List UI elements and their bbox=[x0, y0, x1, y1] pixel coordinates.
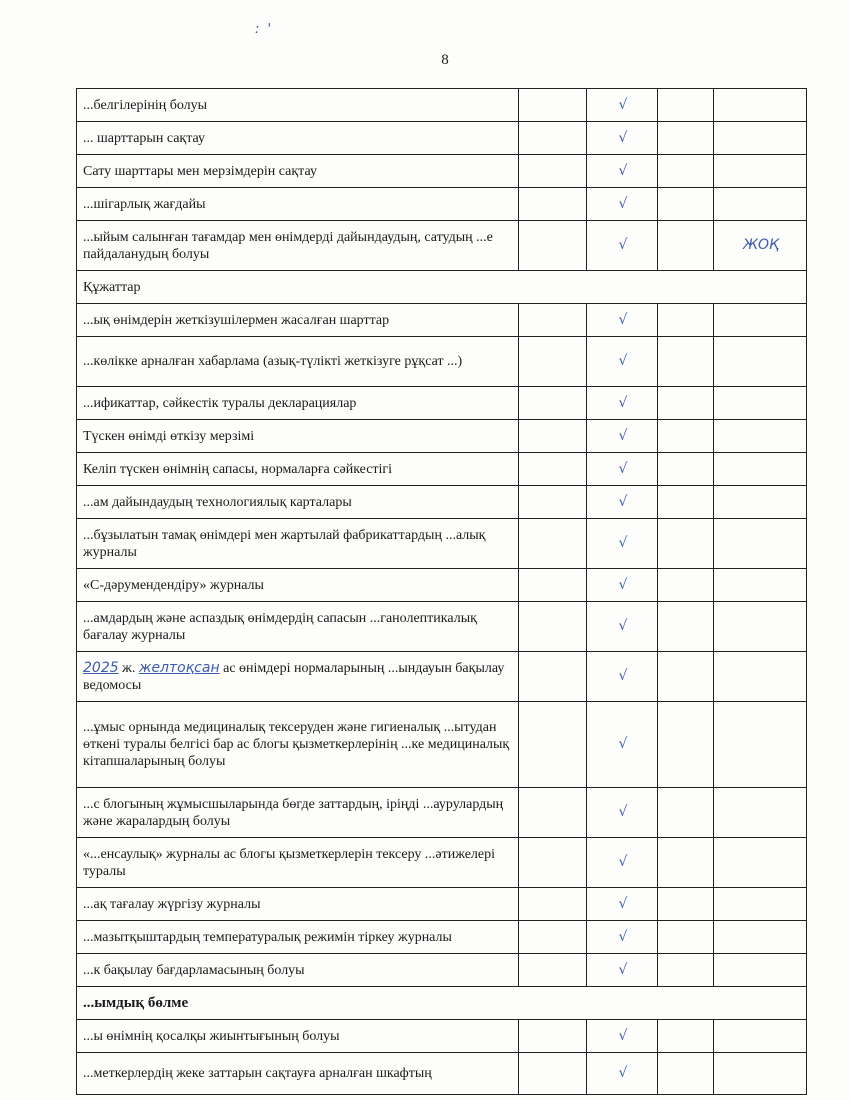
na-cell bbox=[658, 1020, 714, 1053]
check-mark: √ bbox=[587, 155, 658, 188]
note-cell bbox=[714, 89, 807, 122]
note-cell bbox=[714, 304, 807, 337]
na-cell bbox=[658, 155, 714, 188]
table-row bbox=[77, 954, 807, 987]
note-cell bbox=[714, 420, 807, 453]
table-row bbox=[77, 569, 807, 602]
note-cell bbox=[714, 188, 807, 221]
note-cell bbox=[714, 921, 807, 954]
section-heading: ...ымдық бөлме bbox=[77, 987, 807, 1020]
table-row bbox=[77, 652, 807, 702]
yes-cell bbox=[519, 569, 587, 602]
yes-cell bbox=[519, 652, 587, 702]
yes-cell bbox=[519, 702, 587, 788]
requirement-text: «...енсаулық» журналы ас блогы қызметкерлерін тексеру ...әтижелері туралы bbox=[77, 838, 519, 888]
table-row bbox=[77, 122, 807, 155]
check-mark: √ bbox=[587, 1020, 658, 1053]
na-cell bbox=[658, 888, 714, 921]
na-cell bbox=[658, 486, 714, 519]
yes-cell bbox=[519, 486, 587, 519]
table-row bbox=[77, 888, 807, 921]
requirement-text: ...с блогының жұмысшыларында бөгде заттардың, іріңді ...аурулардың және жаралардың болуы bbox=[77, 788, 519, 838]
note-cell bbox=[714, 788, 807, 838]
note-cell bbox=[714, 453, 807, 486]
page-number: 8 bbox=[441, 52, 449, 68]
na-cell bbox=[658, 304, 714, 337]
handwritten-year: 2025 bbox=[83, 659, 119, 676]
yes-cell bbox=[519, 304, 587, 337]
requirement-text: ...ам дайындаудың технологиялық карталары bbox=[77, 486, 519, 519]
table-row bbox=[77, 486, 807, 519]
check-mark: √ bbox=[587, 888, 658, 921]
na-cell bbox=[658, 188, 714, 221]
requirement-text: Сату шарттары мен мерзімдерін сақтау bbox=[77, 155, 519, 188]
section-row bbox=[77, 987, 807, 1020]
yes-cell bbox=[519, 89, 587, 122]
table-row bbox=[77, 453, 807, 486]
yes-cell bbox=[519, 387, 587, 420]
na-cell bbox=[658, 122, 714, 155]
requirement-text: ...ақ тағалау жүргізу журналы bbox=[77, 888, 519, 921]
table-row bbox=[77, 1053, 807, 1095]
section-row bbox=[77, 271, 807, 304]
note-cell bbox=[714, 122, 807, 155]
check-mark: √ bbox=[587, 89, 658, 122]
check-mark: √ bbox=[587, 387, 658, 420]
yes-cell bbox=[519, 453, 587, 486]
table-row bbox=[77, 702, 807, 788]
na-cell bbox=[658, 387, 714, 420]
note-cell bbox=[714, 1020, 807, 1053]
yes-cell bbox=[519, 122, 587, 155]
requirement-text: «С-дәрумендендіру» журналы bbox=[77, 569, 519, 602]
na-cell bbox=[658, 519, 714, 569]
requirement-text: ...ификаттар, сәйкестік туралы декларациялар bbox=[77, 387, 519, 420]
checklist-table bbox=[76, 88, 807, 1095]
na-cell bbox=[658, 652, 714, 702]
requirement-text: Түскен өнімді өткізу мерзімі bbox=[77, 420, 519, 453]
check-mark: √ bbox=[587, 304, 658, 337]
check-mark: √ bbox=[587, 602, 658, 652]
na-cell bbox=[658, 221, 714, 271]
requirement-text: ...көлікке арналған хабарлама (азық-түлікті жеткізуге рұқсат ...) bbox=[77, 337, 519, 387]
na-cell bbox=[658, 921, 714, 954]
table-row bbox=[77, 420, 807, 453]
yes-cell bbox=[519, 519, 587, 569]
note-cell bbox=[714, 337, 807, 387]
yes-cell bbox=[519, 888, 587, 921]
check-mark: √ bbox=[587, 838, 658, 888]
yes-cell bbox=[519, 1020, 587, 1053]
requirement-text: ...мазытқыштардың температуралық режимін тіркеу журналы bbox=[77, 921, 519, 954]
requirement-text: ...ұмыс орнында медициналық тексеруден және гигиеналық ...ытудан өткені туралы белгісі бар ас блогы қызметкерлерінің ...ке медициналық кітапшаларының болуы bbox=[77, 702, 519, 788]
table-row bbox=[77, 221, 807, 271]
yes-cell bbox=[519, 838, 587, 888]
table-row bbox=[77, 337, 807, 387]
note-cell bbox=[714, 652, 807, 702]
note-cell bbox=[714, 569, 807, 602]
check-mark: √ bbox=[587, 569, 658, 602]
yes-cell bbox=[519, 1053, 587, 1095]
na-cell bbox=[658, 602, 714, 652]
check-mark: √ bbox=[587, 954, 658, 987]
requirement-text: ...белгілерінің болуы bbox=[77, 89, 519, 122]
check-mark: √ bbox=[587, 486, 658, 519]
requirement-text: ...ыйым салынған тағамдар мен өнімдерді дайындаудың, сатудың ...е пайдаланудың болуы bbox=[77, 221, 519, 271]
yes-cell bbox=[519, 221, 587, 271]
na-cell bbox=[658, 702, 714, 788]
table-row bbox=[77, 602, 807, 652]
requirement-text: ... шарттарын сақтау bbox=[77, 122, 519, 155]
note-cell bbox=[714, 387, 807, 420]
note-cell bbox=[714, 954, 807, 987]
table-row bbox=[77, 304, 807, 337]
requirement-text: ...бұзылатын тамақ өнімдері мен жартылай фабрикаттардың ...алық журналы bbox=[77, 519, 519, 569]
note-cell bbox=[714, 1053, 807, 1095]
note-cell: ЖОҚ bbox=[714, 221, 807, 271]
table-row bbox=[77, 519, 807, 569]
note-cell bbox=[714, 519, 807, 569]
yes-cell bbox=[519, 420, 587, 453]
check-mark: √ bbox=[587, 122, 658, 155]
table-row bbox=[77, 921, 807, 954]
requirement-text: ...шігарлық жағдайы bbox=[77, 188, 519, 221]
na-cell bbox=[658, 89, 714, 122]
check-mark: √ bbox=[587, 652, 658, 702]
table-row bbox=[77, 788, 807, 838]
yes-cell bbox=[519, 337, 587, 387]
table-row bbox=[77, 188, 807, 221]
yes-cell bbox=[519, 921, 587, 954]
yes-cell bbox=[519, 954, 587, 987]
requirement-text: 2025 ж. желтоқсан ас өнімдері нормаларының ...ындауын бақылау ведомосы bbox=[77, 652, 519, 702]
note-cell bbox=[714, 486, 807, 519]
check-mark: √ bbox=[587, 337, 658, 387]
na-cell bbox=[658, 453, 714, 486]
handwritten-mark: : ' bbox=[255, 22, 274, 37]
section-heading: Құжаттар bbox=[77, 271, 807, 304]
note-cell bbox=[714, 838, 807, 888]
check-mark: √ bbox=[587, 188, 658, 221]
na-cell bbox=[658, 838, 714, 888]
na-cell bbox=[658, 788, 714, 838]
note-cell bbox=[714, 888, 807, 921]
na-cell bbox=[658, 1053, 714, 1095]
check-mark: √ bbox=[587, 221, 658, 271]
requirement-text: Келіп түскен өнімнің сапасы, нормаларға сәйкестігі bbox=[77, 453, 519, 486]
requirement-text: ...к бақылау бағдарламасының болуы bbox=[77, 954, 519, 987]
check-mark: √ bbox=[587, 1053, 658, 1095]
na-cell bbox=[658, 569, 714, 602]
check-mark: √ bbox=[587, 921, 658, 954]
note-cell bbox=[714, 602, 807, 652]
table-row bbox=[77, 1020, 807, 1053]
yes-cell bbox=[519, 602, 587, 652]
table-row bbox=[77, 155, 807, 188]
na-cell bbox=[658, 954, 714, 987]
na-cell bbox=[658, 420, 714, 453]
check-mark: √ bbox=[587, 702, 658, 788]
requirement-text: ...ық өнімдерін жеткізушілермен жасалған шарттар bbox=[77, 304, 519, 337]
check-mark: √ bbox=[587, 788, 658, 838]
table-row bbox=[77, 89, 807, 122]
check-mark: √ bbox=[587, 453, 658, 486]
note-cell bbox=[714, 155, 807, 188]
handwritten-month: желтоқсан bbox=[138, 659, 220, 676]
yes-cell bbox=[519, 188, 587, 221]
requirement-text: ...амдардың және аспаздық өнімдердің сапасын ...ганолептикалық бағалау журналы bbox=[77, 602, 519, 652]
table-row bbox=[77, 838, 807, 888]
check-mark: √ bbox=[587, 420, 658, 453]
yes-cell bbox=[519, 788, 587, 838]
requirement-text: ...ы өнімнің қосалқы жиынтығының болуы bbox=[77, 1020, 519, 1053]
note-cell bbox=[714, 702, 807, 788]
requirement-text: ...меткерлердің жеке заттарын сақтауға арналған шкафтың bbox=[77, 1053, 519, 1095]
na-cell bbox=[658, 337, 714, 387]
check-mark: √ bbox=[587, 519, 658, 569]
table-row bbox=[77, 387, 807, 420]
yes-cell bbox=[519, 155, 587, 188]
